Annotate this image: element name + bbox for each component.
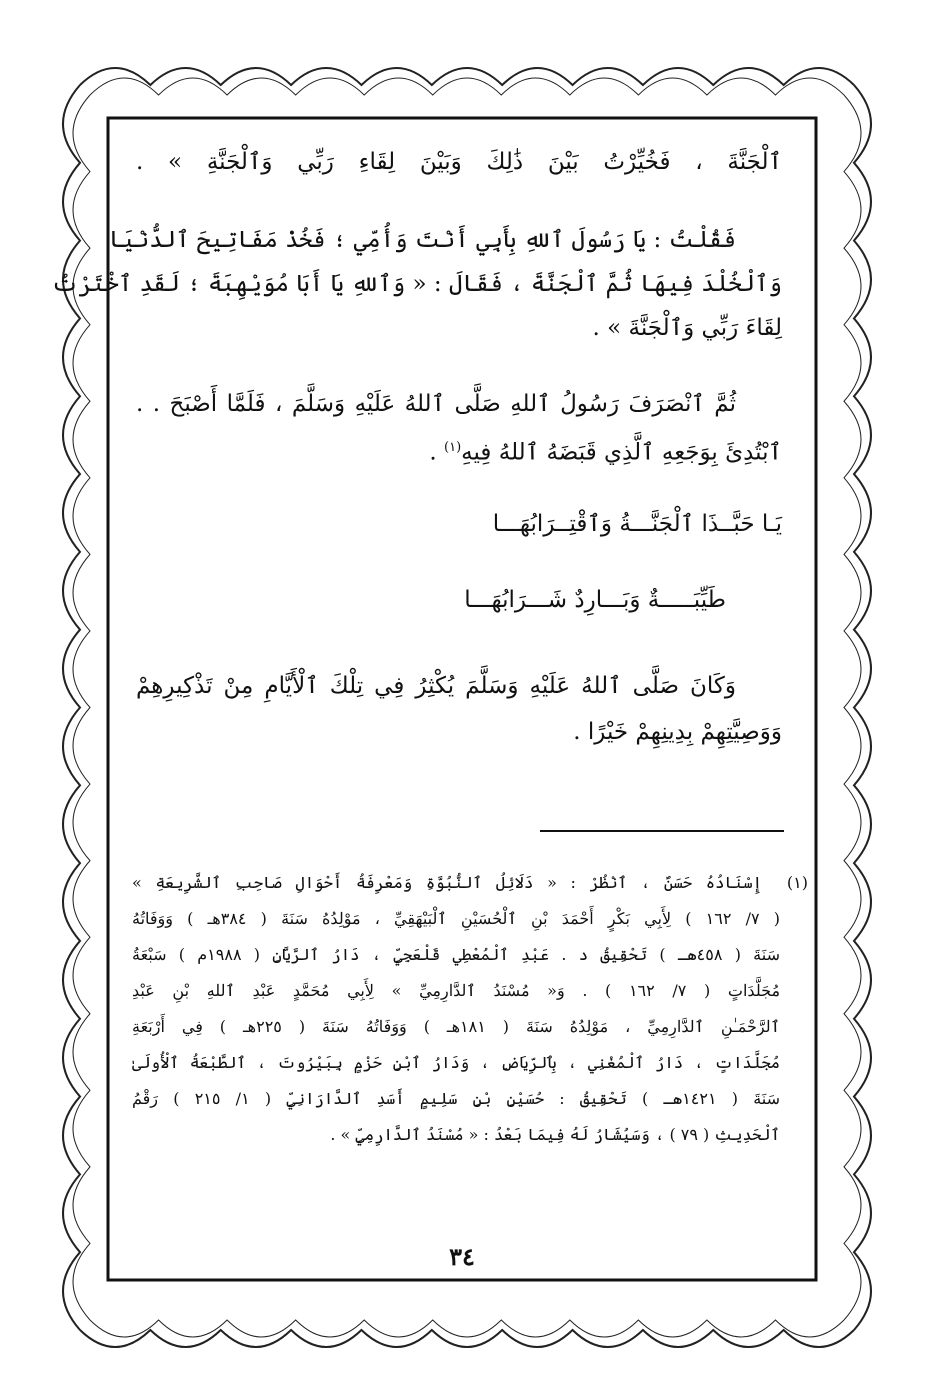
text-line-2: فَقُلْتُ : يَا رَسُولَ ٱللهِ بِأَبِي أَنْتَ وَأُمِّي ؛ فَخُذْ مَفَاتِيحَ ٱلدُّنْيَا	[108, 227, 736, 253]
footnote-line-6: مُجَلَّدَاتٍ ، دَارُ ٱلْمُغْنِي ، بِٱلرِّيَاضِ ، وَدَارُ ٱبْنِ حَزْمٍ بِبَيْرُوتَ ، ٱلطَّبْعَةُ ٱلْأُولَىٰ	[132, 1053, 780, 1072]
poem-verse-2: طَيِّبَـــــةٌ وَبَـــارِدٌ شَـــرَابُهَـــا	[464, 587, 726, 613]
footnote-line-1: إِسْنَادُهُ حَسَنٌ ، ٱنْظُرْ : « دَلَائِلُ ٱلنُّبُوَّةِ وَمَعْرِفَةُ أَحْوَالِ صَاحِبِ ٱلشَّرِيعَةِ »	[132, 873, 762, 892]
footnote-line-3: سَنَةَ ( ٤٥٨هـ ) تَحْقِيقُ د . عَبْدِ ٱلْمُعْطِي قَلْعَجِيِّ ، دَارُ ٱلرَّيَّانِ ( ١٩٨٨م ) سَبْعَةُ	[132, 945, 780, 964]
poem-verse-1: يَـا حَبَّــذَا ٱلْجَنَّـــةُ وَٱقْتِــرَابُهَـــا	[492, 511, 782, 537]
text-line-3: وَٱلْخُلْدَ فِيهَا ثُمَّ ٱلْجَنَّةَ ، فَقَالَ : « وَٱللهِ يَا أَبَا مُوَيْهِبَةَ ؛ لَقَدِ ٱخْتَرْتُ	[51, 271, 782, 297]
text-line-6	[136, 426, 782, 475]
text-line-6-main: ٱبْتُدِئَ بِوَجَعِهِ ٱلَّذِي قَبَضَهُ ٱللهُ فِيهِ	[461, 439, 782, 466]
footnote-line-5: ٱلرَّحْمَـٰنِ ٱلدَّارِمِيِّ ، مَوْلِدُهُ سَنَةَ ( ١٨١هـ ) وَوَفَاتُهُ سَنَةَ ( ٢٢٥هـ ) فِي أَرْبَعَةِ	[132, 1017, 781, 1036]
text-line-8: وَوَصِيَّتِهِمْ بِدِينِهِمْ خَيْرًا .	[573, 719, 782, 745]
main-text	[51, 118, 816, 1280]
page-number: ٣٤	[449, 1242, 475, 1271]
page-content	[51, 118, 816, 1280]
footnote-line-4: مُجَلَّدَاتٍ ( ٧/ ١٦٢ ) . وَ« مُسْنَدُ ٱلدَّارِمِيِّ » لِأَبِي مُحَمَّدٍ عَبْدِ ٱللهِ بْنِ عَبْدِ	[132, 981, 781, 1000]
footnote-line-2: ( ٧/ ١٦٢ ) لِأَبِي بَكْرٍ أَحْمَدَ بْنِ ٱلْحُسَيْنِ ٱلْبَيْهَقِيِّ ، مَوْلِدُهُ سَنَةَ ( ٣٨٤هـ ) وَوَفَاتُهُ	[132, 909, 781, 928]
text-line-6-end: .	[429, 439, 445, 466]
footnote-reference: (١)	[444, 440, 462, 455]
footnote-line-8: ٱلْحَدِيثِ ( ٧٩ ) ، وَسَيُشَارُ لَهُ فِيمَا بَعْدُ : « مُسْنَدُ ٱلدَّارِمِيِّ » .	[330, 1125, 780, 1144]
footnote-line-7: سَنَةَ ( ١٤٢١هـ ) تَحْقِيقُ : حُسَيْنِ بْنِ سَلِيمٍ أَسَدِ ٱلدَّارَانِيِّ ( ١/ ٢١٥ ) رَقْمُ	[132, 1089, 781, 1108]
footnote-separator	[540, 830, 784, 832]
text-line-4: لِقَاءَ رَبِّي وَٱلْجَنَّةَ » .	[592, 315, 782, 341]
text-line-5: ثُمَّ ٱنْصَرَفَ رَسُولُ ٱللهِ صَلَّى ٱللهُ عَلَيْهِ وَسَلَّمَ ، فَلَمَّا أَصْبَحَ . .	[136, 391, 736, 417]
text-line-1: ٱلْجَنَّةَ ، فَخُيِّرْتُ بَيْنَ ذَٰلِكَ وَبَيْنَ لِقَاءِ رَبِّي وَٱلْجَنَّةِ » .	[136, 149, 782, 175]
footnote-number: (١)	[786, 873, 808, 892]
text-line-7: وَكَانَ صَلَّى ٱللهُ عَلَيْهِ وَسَلَّمَ يُكْثِرُ فِي تِلْكَ ٱلْأَيَّامِ مِنْ تَذْكِيرِهِمْ	[136, 673, 736, 699]
